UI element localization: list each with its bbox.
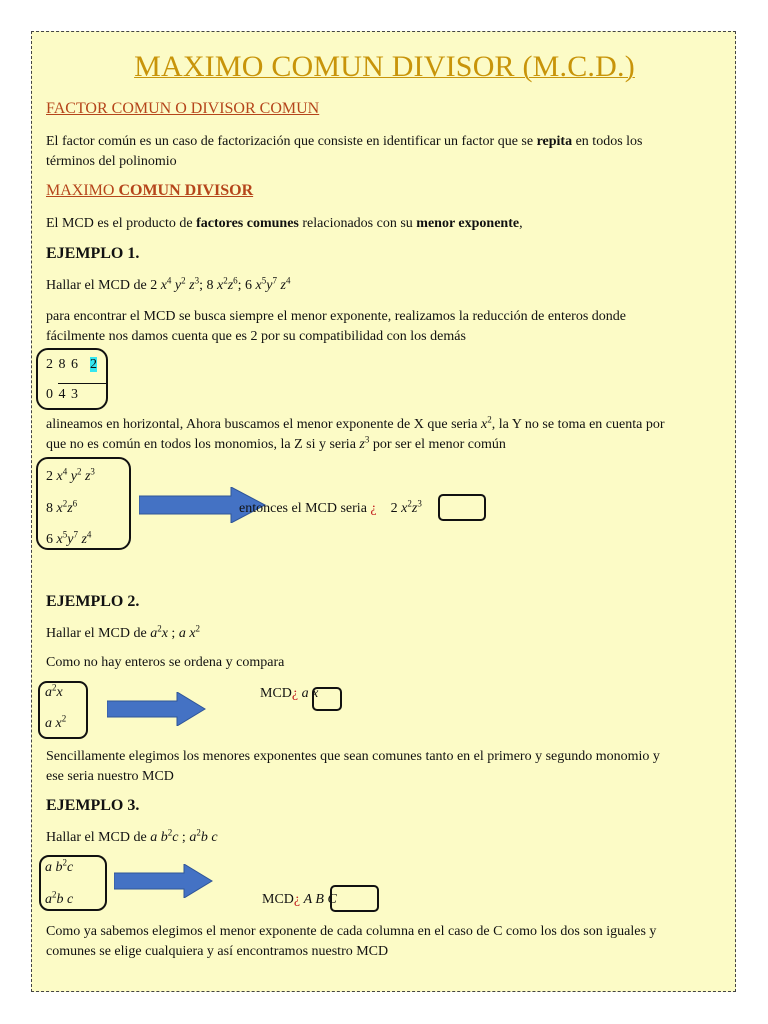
section-heading-factor-comun: FACTOR COMUN O DIVISOR COMUN	[46, 100, 320, 117]
text: que no es común en todos los monomios, la Z si y seria	[46, 437, 360, 452]
answer-box	[330, 885, 379, 912]
example-2-prompt: Hallar el MCD de $a^2x$ ; a $x^2$	[46, 623, 201, 641]
example-2-line2: Como no hay enteros se ordena y compara	[46, 655, 285, 670]
text: para encontrar el MCD se busca siempre el menor exponente, realizamos la reducción de enteros donde	[46, 309, 626, 324]
monomial: a $b^2c$	[45, 857, 74, 875]
text: ese seria nuestro MCD	[46, 769, 174, 784]
text: , la Y no se toma en cuenta por	[491, 417, 665, 432]
text: Hallar el MCD de	[46, 830, 151, 845]
arrow-right-icon	[107, 692, 207, 726]
example-1-result: entonces el MCD seria ¿ 2 $x^2z^3$	[239, 498, 422, 516]
bold-text: repita	[536, 134, 573, 149]
document-page	[31, 31, 736, 992]
text: comunes se elige cualquiera y así encontramos nuestro MCD	[46, 944, 389, 959]
division-quotient: 0 4 3	[46, 387, 79, 402]
monomial: $a^2b$ c	[45, 889, 74, 907]
text: relacionados con su	[298, 216, 417, 231]
bold-text: factores comunes	[196, 216, 299, 231]
paragraph-mcd-definition	[46, 214, 523, 234]
division-line	[58, 383, 108, 384]
example-3-paragraph	[46, 922, 736, 962]
text: Sencillamente elegimos los menores exponentes que sean comunes tanto en el primero y segundo monomio y	[46, 749, 660, 764]
example-3-label: EJEMPLO 3.	[46, 797, 140, 814]
page-title: MAXIMO COMUN DIVISOR (M.C.D.)	[134, 50, 635, 83]
text: por ser el menor común	[369, 437, 506, 452]
monomial: a $x^2$	[45, 713, 67, 731]
example-3-result	[262, 892, 337, 908]
example-1-label: EJEMPLO 1.	[46, 245, 140, 262]
example-2-label: EJEMPLO 2.	[46, 593, 140, 610]
result-mark: ¿	[370, 501, 377, 516]
text: Hallar el MCD de	[46, 626, 151, 641]
text: El MCD es el producto de	[46, 216, 197, 231]
example-1-prompt: Hallar el MCD de 2 $x^4$ $y^2$ $z^3$; 8 $x^2z^6$; 6 $x^5y^7$ $z^4$	[46, 275, 291, 293]
section-heading-mcd	[46, 182, 253, 200]
example-2-paragraph	[46, 747, 736, 787]
division-dividend: 2 8 6	[46, 357, 79, 372]
text: MCD	[262, 892, 294, 907]
example-1-paragraph-1	[46, 307, 736, 347]
answer-box	[312, 687, 342, 711]
monomial: 8 $x^2z^6$	[46, 498, 78, 516]
example-2-result: MCD¿ a x	[260, 686, 319, 701]
example-1-paragraph-2: alineamos en horizontal, Ahora buscamos el menor exponente de X que seria $x^2$, la Y no se toma en cuenta por que no es común en todos los monomios, la Z si y seria $z^3$ por ser el menor común	[46, 414, 665, 452]
text: ,	[519, 216, 523, 231]
division-divisor	[90, 357, 97, 373]
text: El factor común es un caso de factorización que consiste en identificar un factor que se	[46, 134, 537, 149]
answer-box	[438, 494, 486, 521]
heading-part: MAXIMO	[46, 182, 119, 199]
divisor-highlight: 2	[90, 357, 97, 372]
text: Como ya sabemos elegimos el menor exponente de cada columna en el caso de C como los dos son iguales y	[46, 924, 657, 939]
result-value: A B C	[303, 892, 337, 907]
monomial: 2 $x^4$ $y^2$ $z^3$	[46, 466, 95, 484]
paragraph-factor-comun	[46, 132, 726, 172]
bold-text: menor exponente	[416, 216, 520, 231]
text: fácilmente nos damos cuenta que es 2 por su compatibilidad con los demás	[46, 329, 466, 344]
arrow-right-icon	[114, 864, 214, 898]
text: entonces el MCD seria	[239, 501, 367, 516]
text: en todos los	[572, 134, 643, 149]
heading-part-bold: COMUN DIVISOR	[118, 182, 254, 199]
text: alineamos en horizontal, Ahora buscamos el menor exponente de X que seria	[46, 417, 482, 432]
result-mark: ¿	[293, 892, 301, 907]
monomial: 6 $x^5y^7$ $z^4$	[46, 529, 92, 547]
text: MCD	[260, 686, 292, 701]
text: Hallar el MCD de	[46, 278, 151, 293]
result-mark: ¿	[291, 686, 299, 701]
monomial: $a^2x$	[45, 682, 63, 700]
example-3-prompt: Hallar el MCD de a $b^2c$ ; $a^2b$ c	[46, 827, 218, 845]
text: términos del polinomio	[46, 154, 177, 169]
